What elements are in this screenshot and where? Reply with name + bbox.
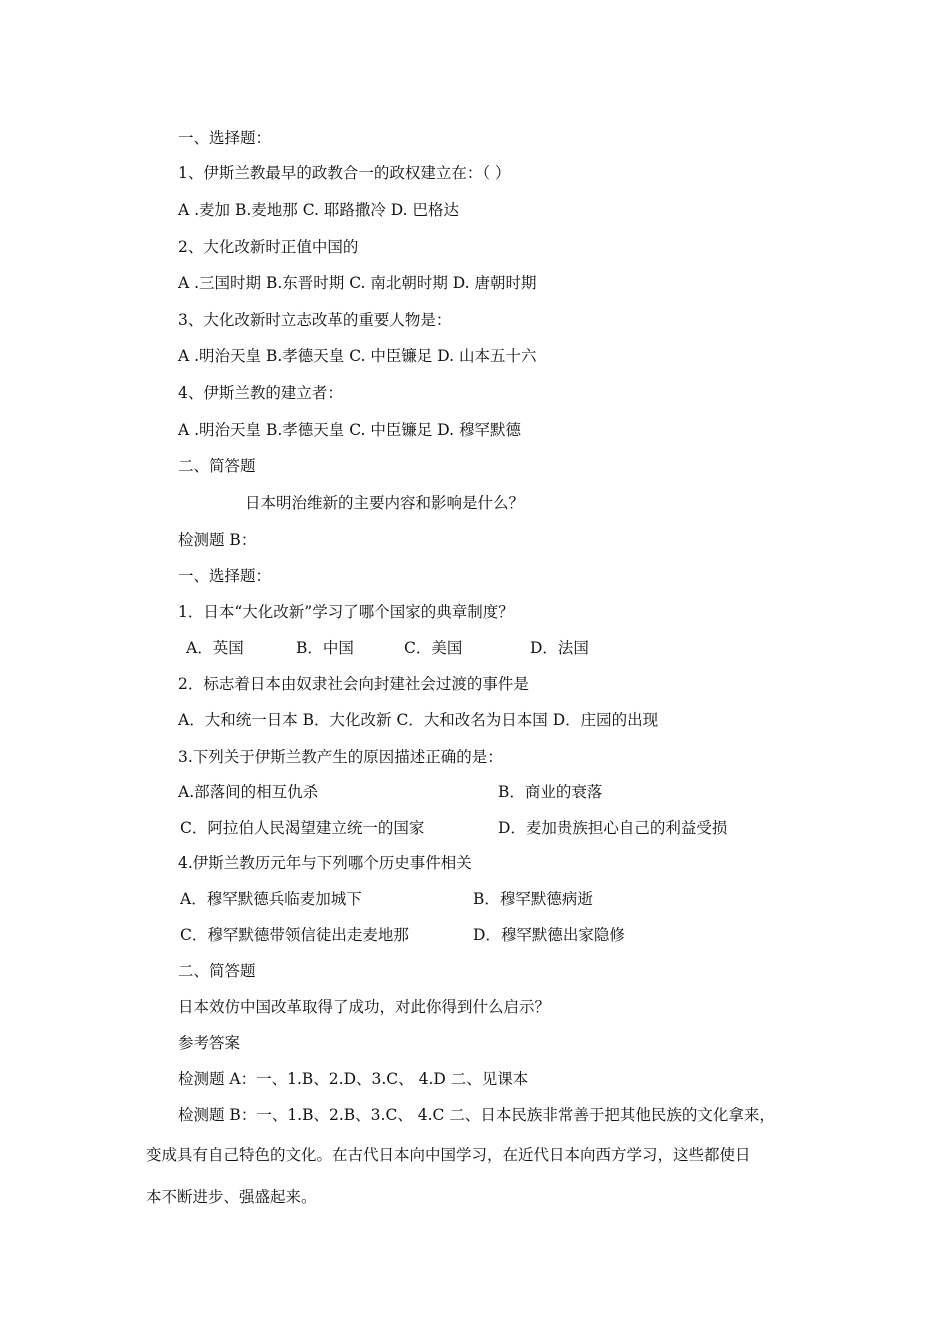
- short-answer-question-b: 日本效仿中国改革取得了成功，对此你得到什么启示？: [178, 998, 551, 1016]
- question-b4-option-b: B．穆罕默德病逝: [473, 890, 593, 908]
- question-b1-option-b: B．中国: [296, 639, 354, 657]
- test-b-title: 检测题 B：: [178, 531, 257, 549]
- question-b4: 4.伊斯兰教历元年与下列哪个历史事件相关: [178, 854, 472, 872]
- question-4: 4、伊斯兰教的建立者：: [178, 384, 343, 402]
- section-heading-short-answer-b: 二、简答题: [178, 962, 256, 980]
- question-1-options: A .麦加 B.麦地那 C. 耶路撒冷 D. 巴格达: [178, 201, 460, 219]
- short-answer-question: 日本明治维新的主要内容和影响是什么？: [245, 494, 525, 512]
- question-4-options: A .明治天皇 B.孝德天皇 C. 中臣镰足 D. 穆罕默德: [178, 421, 522, 439]
- section-heading-short-answer: 二、简答题: [178, 457, 256, 475]
- question-b4-option-a: A．穆罕默德兵临麦加城下: [180, 890, 362, 908]
- question-b2-options: A．大和统一日本 B．大化改新 C．大和改名为日本国 D．庄园的出现: [178, 711, 659, 729]
- question-2: 2、大化改新时正值中国的: [178, 238, 359, 256]
- question-b3: 3.下列关于伊斯兰教产生的原因描述正确的是：: [178, 748, 503, 766]
- question-3: 3、大化改新时立志改革的重要人物是：: [178, 311, 452, 329]
- question-2-options: A .三国时期 B.东晋时期 C. 南北朝时期 D. 唐朝时期: [178, 274, 537, 292]
- question-b2: 2．标志着日本由奴隶社会向封建社会过渡的事件是: [178, 675, 529, 693]
- answers-test-a: 检测题 A：一、1.B、2.D、3.C、 4.D 二、见课本: [178, 1070, 529, 1088]
- question-3-options: A .明治天皇 B.孝德天皇 C. 中臣镰足 D. 山本五十六: [178, 347, 537, 365]
- answers-test-b-line3: 本不断进步、强盛起来。: [146, 1188, 317, 1206]
- question-b1-option-a: A．英国: [186, 639, 244, 657]
- question-b3-option-c: C．阿拉伯人民渴望建立统一的国家: [180, 819, 425, 837]
- question-b3-option-a: A.部落间的相互仇杀: [178, 783, 319, 801]
- answers-title: 参考答案: [178, 1034, 241, 1052]
- question-b1-option-c: C．美国: [404, 639, 463, 657]
- question-b1: 1．日本“大化改新”学习了哪个国家的典章制度？: [178, 603, 514, 621]
- question-1: 1、伊斯兰教最早的政教合一的政权建立在：（ ）: [178, 164, 511, 182]
- section-heading-choice: 一、选择题：: [178, 129, 272, 147]
- question-b3-option-d: D．麦加贵族担心自己的利益受损: [498, 819, 728, 837]
- section-heading-choice-b: 一、选择题：: [178, 567, 272, 585]
- question-b1-option-d: D．法国: [530, 639, 589, 657]
- answers-test-b-line2: 变成具有自己特色的文化。在古代日本向中国学习，在近代日本向西方学习，这些都使日: [146, 1146, 751, 1164]
- answers-test-b-line1: 检测题 B：一、1.B、2.B、3.C、 4.C 二、日本民族非常善于把其他民族的文化拿来，: [178, 1106, 775, 1124]
- question-b3-option-b: B．商业的衰落: [498, 783, 603, 801]
- question-b4-option-d: D．穆罕默德出家隐修: [473, 926, 625, 944]
- question-b4-option-c: C．穆罕默德带领信徒出走麦地那: [180, 926, 409, 944]
